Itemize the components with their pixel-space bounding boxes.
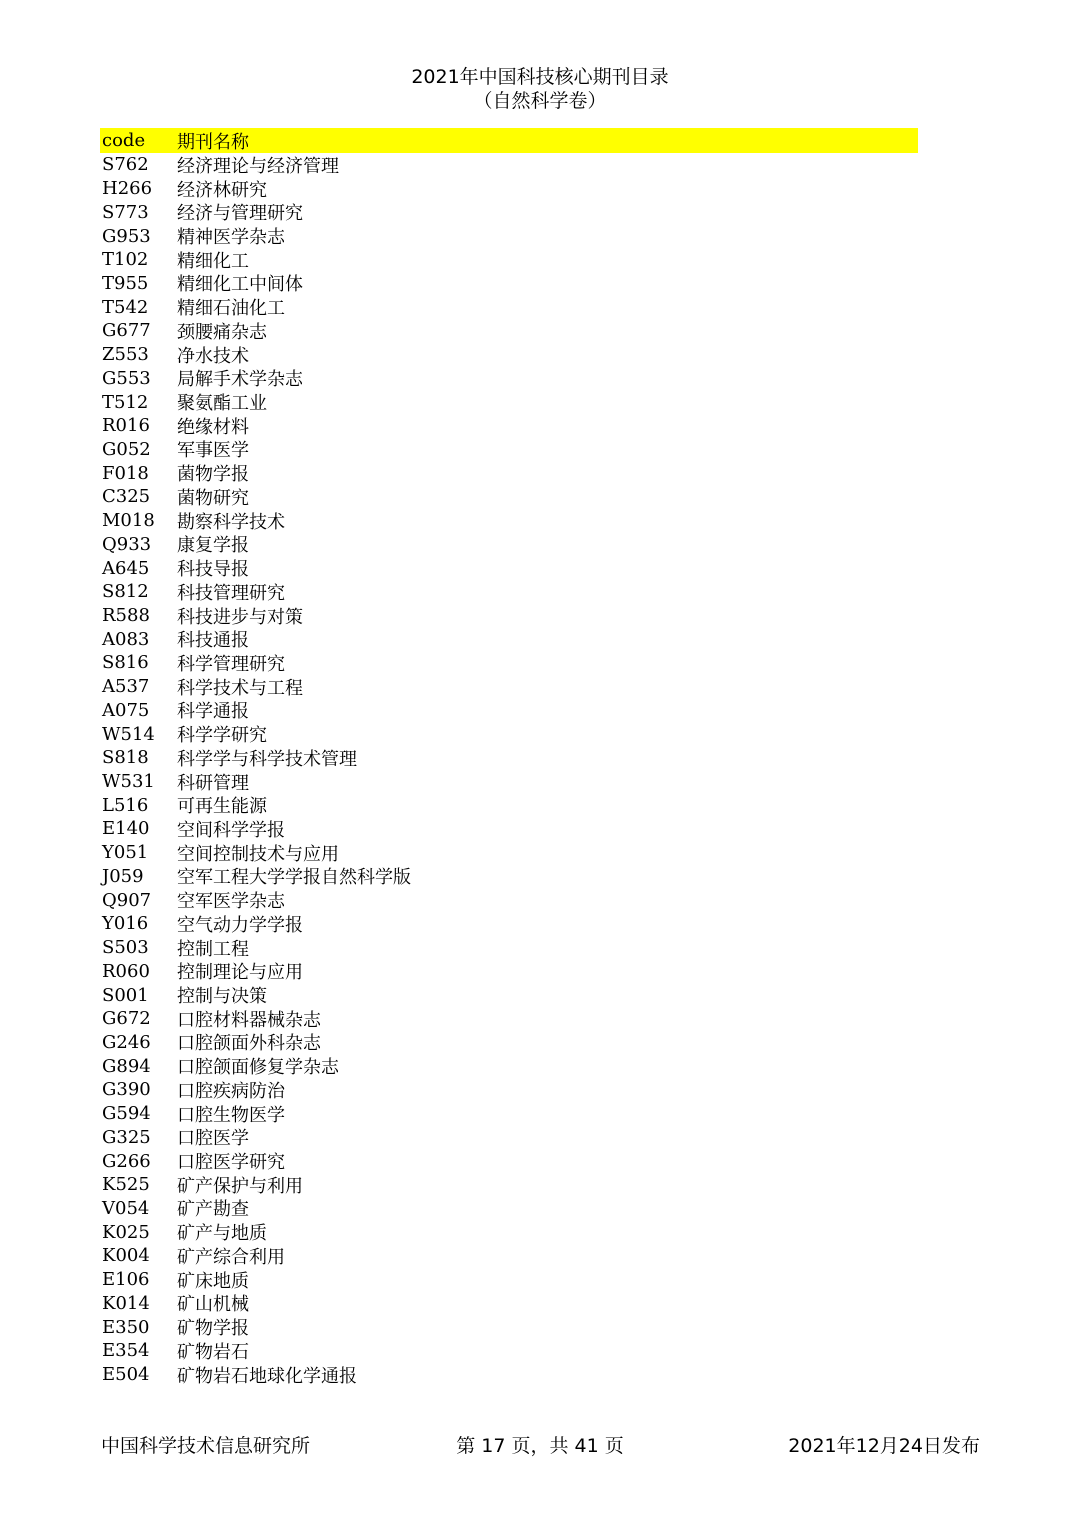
journal-code: G390 bbox=[102, 1079, 151, 1101]
journal-code: K004 bbox=[102, 1245, 150, 1267]
journal-name: 空军医学杂志 bbox=[177, 891, 285, 913]
journal-name: 控制理论与应用 bbox=[177, 962, 303, 984]
table-row bbox=[100, 580, 918, 604]
journal-name: 控制工程 bbox=[177, 938, 249, 960]
journal-code: Y016 bbox=[102, 913, 149, 935]
table-row bbox=[100, 604, 918, 628]
journal-name: 菌物研究 bbox=[177, 487, 249, 509]
table-row bbox=[100, 1315, 918, 1339]
table-row bbox=[100, 1007, 918, 1031]
journal-code: W514 bbox=[102, 723, 155, 745]
journal-code: S773 bbox=[102, 201, 149, 223]
journal-code: L516 bbox=[102, 794, 149, 816]
footer-institution: 中国科学技术信息研究所 bbox=[101, 1435, 311, 1457]
journal-name: 科学学与科学技术管理 bbox=[177, 748, 357, 770]
table-row bbox=[100, 414, 918, 438]
journal-name: 经济理论与经济管理 bbox=[177, 155, 339, 177]
journal-code: E106 bbox=[102, 1269, 150, 1291]
journal-code: K525 bbox=[102, 1174, 150, 1196]
journal-name: 勘察科学技术 bbox=[177, 511, 285, 533]
journal-name: 矿山机械 bbox=[177, 1294, 249, 1316]
journal-code: Y051 bbox=[102, 842, 149, 864]
table-row bbox=[100, 627, 918, 651]
journal-code: G894 bbox=[102, 1055, 151, 1077]
table-row bbox=[100, 1149, 918, 1173]
journal-code: A083 bbox=[102, 628, 150, 650]
table-row bbox=[100, 533, 918, 557]
journal-code: T955 bbox=[102, 272, 149, 294]
table-row bbox=[100, 888, 918, 912]
journal-code: G052 bbox=[102, 438, 151, 460]
journal-name: 矿物岩石地球化学通报 bbox=[177, 1365, 357, 1387]
journal-name: 绝缘材料 bbox=[177, 416, 249, 438]
journal-code: Q933 bbox=[102, 533, 152, 555]
table-row bbox=[100, 1054, 918, 1078]
journal-name: 局解手术学杂志 bbox=[177, 369, 303, 391]
journal-name: 精神医学杂志 bbox=[177, 227, 285, 249]
journal-name: 聚氨酯工业 bbox=[177, 393, 267, 415]
journal-name: 精细化工中间体 bbox=[177, 274, 303, 296]
journal-code: K025 bbox=[102, 1221, 150, 1243]
journal-table bbox=[100, 128, 918, 1386]
table-row bbox=[100, 1078, 918, 1102]
table-row bbox=[100, 1244, 918, 1268]
table-row bbox=[100, 841, 918, 865]
table-row bbox=[100, 936, 918, 960]
journal-name: 科学管理研究 bbox=[177, 653, 285, 675]
journal-name: 科研管理 bbox=[177, 772, 249, 794]
journal-name: 精细石油化工 bbox=[177, 298, 285, 320]
journal-code: Q907 bbox=[102, 889, 152, 911]
table-header-row bbox=[100, 128, 918, 153]
journal-name: 口腔医学研究 bbox=[177, 1152, 285, 1174]
page-title: 2021年中国科技核心期刊目录 bbox=[411, 66, 669, 88]
table-row bbox=[100, 343, 918, 367]
journal-name: 净水技术 bbox=[177, 345, 249, 367]
journal-name: 科学学研究 bbox=[177, 725, 267, 747]
journal-name: 科技导报 bbox=[177, 559, 249, 581]
journal-code: T102 bbox=[102, 249, 149, 271]
journal-name: 矿床地质 bbox=[177, 1270, 249, 1292]
journal-code: A645 bbox=[102, 557, 150, 579]
table-row bbox=[100, 651, 918, 675]
table-row bbox=[100, 1125, 918, 1149]
journal-name: 空气动力学学报 bbox=[177, 914, 303, 936]
journal-code: V054 bbox=[102, 1197, 150, 1219]
page-subtitle: （自然科学卷） bbox=[473, 90, 607, 112]
table-row bbox=[100, 865, 918, 889]
journal-name: 口腔疾病防治 bbox=[177, 1080, 285, 1102]
table-row bbox=[100, 722, 918, 746]
column-header-journal-name: 期刊名称 bbox=[177, 131, 249, 153]
journal-code: S818 bbox=[102, 747, 149, 769]
journal-name: 矿产勘查 bbox=[177, 1199, 249, 1221]
journal-name: 精细化工 bbox=[177, 250, 249, 272]
journal-code: F018 bbox=[102, 462, 149, 484]
journal-name: 颈腰痛杂志 bbox=[177, 321, 267, 343]
table-row bbox=[100, 1339, 918, 1363]
journal-name: 经济林研究 bbox=[177, 179, 267, 201]
journal-code: A075 bbox=[102, 699, 150, 721]
table-row bbox=[100, 912, 918, 936]
journal-code: R016 bbox=[102, 415, 150, 437]
journal-code: E140 bbox=[102, 818, 150, 840]
journal-name: 科技进步与对策 bbox=[177, 606, 303, 628]
journal-code: R060 bbox=[102, 960, 150, 982]
journal-code: S816 bbox=[102, 652, 149, 674]
journal-code: E354 bbox=[102, 1340, 150, 1362]
journal-code: G677 bbox=[102, 320, 151, 342]
journal-name: 可再生能源 bbox=[177, 796, 267, 818]
table-row bbox=[100, 675, 918, 699]
table-row bbox=[100, 1031, 918, 1055]
journal-code: K014 bbox=[102, 1292, 150, 1314]
journal-name: 空间控制技术与应用 bbox=[177, 843, 339, 865]
journal-name: 科学通报 bbox=[177, 701, 249, 723]
journal-name: 口腔材料器械杂志 bbox=[177, 1009, 321, 1031]
journal-name: 矿产与地质 bbox=[177, 1223, 267, 1245]
table-row bbox=[100, 770, 918, 794]
journal-code: H266 bbox=[102, 178, 153, 200]
journal-name: 矿物学报 bbox=[177, 1318, 249, 1340]
table-row bbox=[100, 509, 918, 533]
journal-name: 矿产保护与利用 bbox=[177, 1175, 303, 1197]
journal-code: T542 bbox=[102, 296, 149, 318]
table-row bbox=[100, 461, 918, 485]
journal-code: G672 bbox=[102, 1008, 151, 1030]
table-row bbox=[100, 793, 918, 817]
journal-name: 矿物岩石 bbox=[177, 1341, 249, 1363]
journal-name: 口腔医学 bbox=[177, 1128, 249, 1150]
journal-code: T512 bbox=[102, 391, 149, 413]
journal-name: 空军工程大学学报自然科学版 bbox=[177, 867, 411, 889]
journal-code: S762 bbox=[102, 154, 149, 176]
journal-code: G325 bbox=[102, 1126, 151, 1148]
journal-code: S812 bbox=[102, 581, 149, 603]
table-row bbox=[100, 200, 918, 224]
table-row bbox=[100, 1363, 918, 1387]
footer-page-info: 第 17 页，共 41 页 bbox=[456, 1435, 624, 1457]
table-row bbox=[100, 153, 918, 177]
journal-code: M018 bbox=[102, 510, 155, 532]
journal-code: Z553 bbox=[102, 344, 149, 366]
journal-name: 科学技术与工程 bbox=[177, 677, 303, 699]
journal-code: R588 bbox=[102, 605, 150, 627]
table-row bbox=[100, 224, 918, 248]
table-row bbox=[100, 366, 918, 390]
table-row bbox=[100, 746, 918, 770]
table-row bbox=[100, 556, 918, 580]
table-row bbox=[100, 983, 918, 1007]
table-row bbox=[100, 1173, 918, 1197]
table-row bbox=[100, 1292, 918, 1316]
journal-name: 空间科学学报 bbox=[177, 819, 285, 841]
journal-code: G553 bbox=[102, 367, 151, 389]
journal-code: E504 bbox=[102, 1364, 150, 1386]
journal-code: G953 bbox=[102, 225, 151, 247]
table-row bbox=[100, 1197, 918, 1221]
table-row bbox=[100, 177, 918, 201]
column-header-code: code bbox=[102, 130, 146, 151]
table-row bbox=[100, 485, 918, 509]
journal-code: G266 bbox=[102, 1150, 151, 1172]
journal-code: G246 bbox=[102, 1031, 151, 1053]
journal-code: C325 bbox=[102, 486, 151, 508]
journal-code: J059 bbox=[102, 865, 144, 887]
table-row bbox=[100, 438, 918, 462]
table-row bbox=[100, 1102, 918, 1126]
journal-name: 军事医学 bbox=[177, 440, 249, 462]
table-row bbox=[100, 817, 918, 841]
footer-release-date: 2021年12月24日发布 bbox=[788, 1435, 980, 1457]
table-row bbox=[100, 1268, 918, 1292]
journal-name: 口腔生物医学 bbox=[177, 1104, 285, 1126]
journal-name: 控制与决策 bbox=[177, 986, 267, 1008]
journal-name: 康复学报 bbox=[177, 535, 249, 557]
journal-name: 科技通报 bbox=[177, 630, 249, 652]
journal-name: 口腔颌面外科杂志 bbox=[177, 1033, 321, 1055]
journal-code: S001 bbox=[102, 984, 149, 1006]
table-row bbox=[100, 248, 918, 272]
journal-name: 科技管理研究 bbox=[177, 582, 285, 604]
journal-code: E350 bbox=[102, 1316, 150, 1338]
table-row bbox=[100, 319, 918, 343]
journal-code: A537 bbox=[102, 676, 150, 698]
journal-name: 矿产综合利用 bbox=[177, 1246, 285, 1268]
table-row bbox=[100, 295, 918, 319]
journal-code: S503 bbox=[102, 937, 149, 959]
table-row bbox=[100, 272, 918, 296]
journal-code: G594 bbox=[102, 1103, 151, 1125]
journal-name: 口腔颌面修复学杂志 bbox=[177, 1057, 339, 1079]
table-row bbox=[100, 1220, 918, 1244]
journal-name: 菌物学报 bbox=[177, 464, 249, 486]
journal-name: 经济与管理研究 bbox=[177, 203, 303, 225]
journal-code: W531 bbox=[102, 771, 155, 793]
table-row bbox=[100, 699, 918, 723]
table-row bbox=[100, 390, 918, 414]
table-row bbox=[100, 959, 918, 983]
